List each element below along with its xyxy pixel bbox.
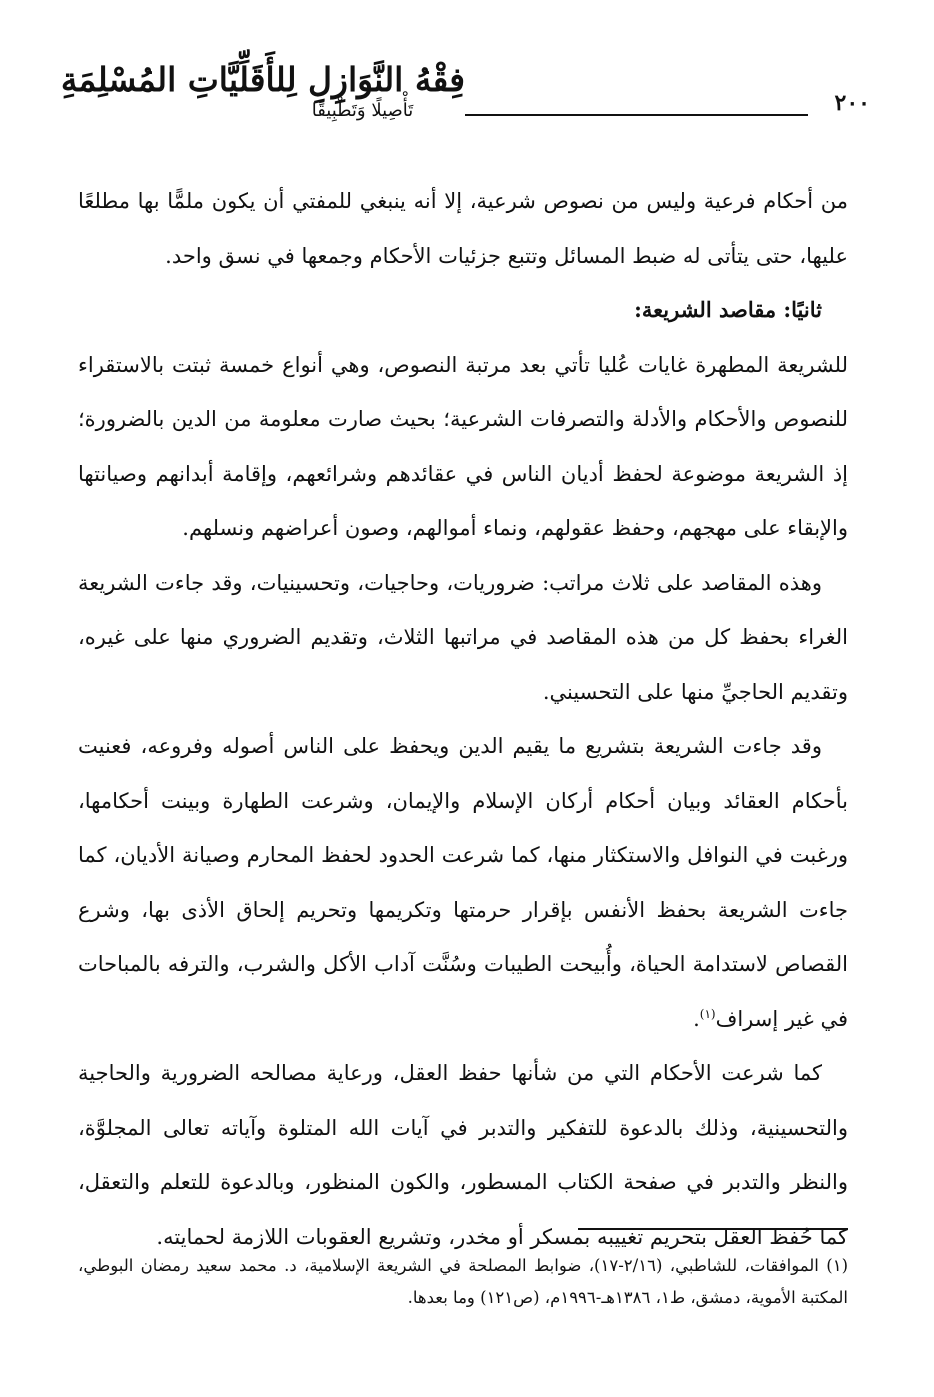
paragraph-1: من أحكام فرعية وليس من نصوص شرعية، إلا أنه ينبغي للمفتي أن يكون ملمًّا بها مطلعًا عليها، حتى يتأتى له ضبط المسائل وتتبع جزئيات الأحكام وجمعها في نسق واحد. xyxy=(78,189,848,268)
book-title: فِقْهُ النَّوَازِلِ لِلأَقَلِّيَّاتِ المُسْلِمَةِ xyxy=(60,60,465,99)
section-heading: ثانيًا: مقاصد الشريعة: xyxy=(634,297,822,322)
paragraph-4-end: . xyxy=(693,1006,700,1031)
running-header xyxy=(60,52,870,144)
paragraph-4 xyxy=(78,719,848,1046)
book-subtitle: تَأْصِيلًا وَتَطْبِيقًا xyxy=(311,100,414,121)
header-rule xyxy=(465,114,808,116)
page-number: ٢٠٠ xyxy=(834,90,870,116)
footnote: (١) الموافقات، للشاطبي، (٢/١٦-١٧)، ضوابط المصلحة في الشريعة الإسلامية، د. محمد سعيد رمضان البوطي، المكتبة الأموية، دمشق، ط١، ١٣٨٦هـ-١٩٩٦م، (ص١٢١) وما بعدها. xyxy=(78,1256,848,1307)
paragraph-5: كما شرعت الأحكام التي من شأنها حفظ العقل، ورعاية مصالحه الضرورية والحاجية والتحسينية، وذلك بالدعوة للتفكير والتدبر في آيات الله المتلوة وآياته تعالى المجلوَّة، والنظر والتدبر في صفحة الكتاب المسطور، والكون المنظور، وبالدعوة للتعلم والتعقل، كما حُفظ العقل بتحريم تغييبه بمسكر أو مخدر، وتشريع العقوبات اللازمة لحمايته. xyxy=(78,1061,848,1249)
paragraph-2: للشريعة المطهرة غايات عُليا تأتي بعد مرتبة النصوص، وهي أنواع خمسة ثبتت بالاستقراء للنصوص والأحكام والأدلة والتصرفات الشرعية؛ بحيث صارت معلومة من الدين بالضرورة؛ إذ الشريعة موضوعة لحفظ أديان الناس في عقائدهم وشرائعهم، وإقامة أبدانهم وصيانتها والإبقاء على مهجهم، وحفظ عقولهم، ونماء أموالهم، وصون أعراضهم ونسلهم. xyxy=(78,352,849,540)
paragraph-4-text: وقد جاءت الشريعة بتشريع ما يقيم الدين ويحفظ على الناس أصوله وفروعه، فعنيت بأحكام العقائد وبيان أحكام أركان الإسلام والإيمان، وشرعت الطهارة وبينت أحكامها، ورغبت في النوافل والاستكثار منها، كما شرعت الحدود لحفظ المحارم وصيانة الأديان، كما جاءت الشريعة بحفظ الأنفس بإقرار حرمتها وتكريمها وتحريم إلحاق الأذى بها، وشرع القصاص لاستدامة الحياة، وأُبيحت الطيبات وسُنَّت آداب الأكل والشرب، والترفه بالمباحات في غير إسراف xyxy=(78,734,848,1031)
footnote-separator xyxy=(578,1228,848,1230)
paragraph-3: وهذه المقاصد على ثلاث مراتب: ضروريات، وحاجيات، وتحسينيات، وقد جاءت الشريعة الغراء بحفظ كل من هذه المقاصد في مراتبها الثلاث، وتقديم الضروري منها على غيره، وتقديم الحاجيِّ منها على التحسيني. xyxy=(78,570,848,704)
main-text xyxy=(78,174,848,1264)
book-title-logo xyxy=(60,58,465,122)
footnote-reference[interactable]: (١) xyxy=(699,1006,716,1021)
